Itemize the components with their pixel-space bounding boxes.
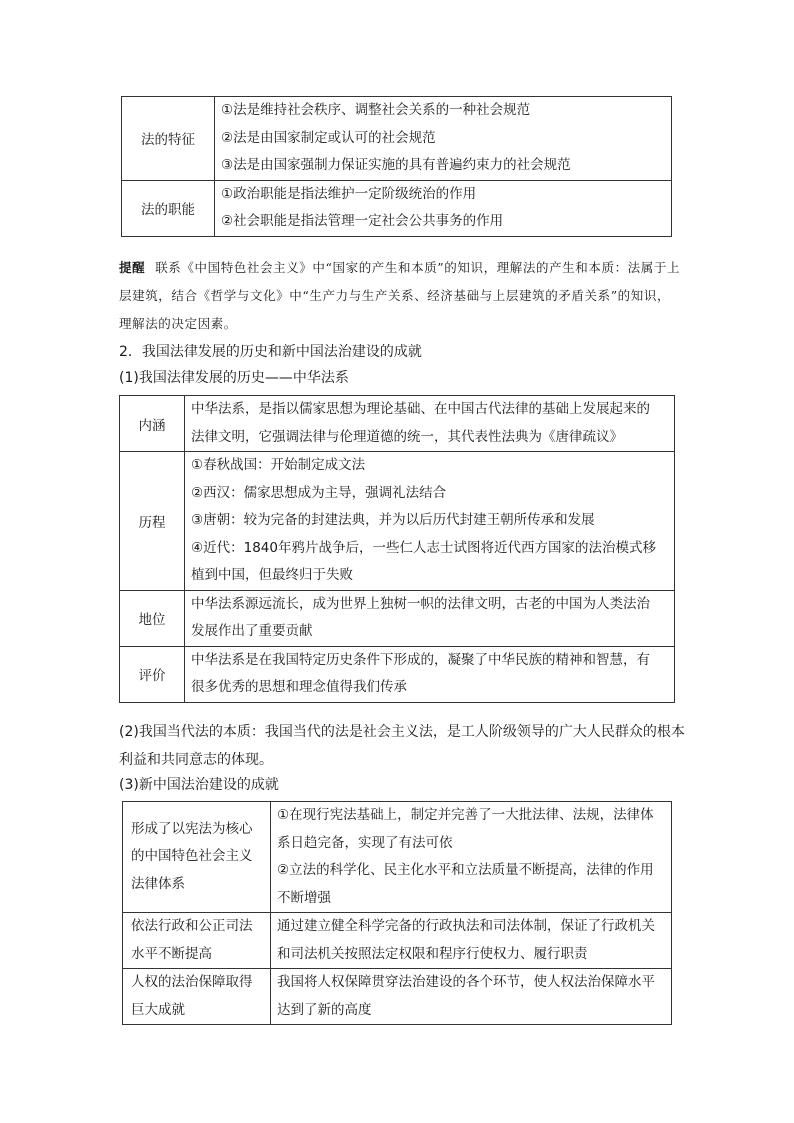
subsection-title: (3)新中国法治建设的成就 — [119, 777, 279, 793]
content-line: ①政治职能是指法维护一定阶级统治的作用 — [221, 185, 477, 202]
row-label: 评价 — [120, 646, 185, 702]
content-line: 中华法系源远流长，成为世界上独树一帜的法律文明，古老的中国为人类法治 — [191, 595, 650, 612]
paragraph-line: (2)我国当代法的本质：我国当代的法是社会主义法，是工人阶级领导的广大人民群众的根本 — [119, 724, 685, 740]
content-line: 和司法机关按照法定权限和程序行使权力、履行职责 — [277, 945, 588, 962]
legal-achievements-table — [122, 801, 672, 1025]
content-line: 法律文明，它强调法律与伦理道德的统一，其代表性法典为《唐律疏议》 — [191, 428, 623, 445]
row-content — [215, 97, 672, 181]
table-row — [120, 590, 675, 646]
row-label: 地位 — [120, 590, 185, 646]
row-content — [185, 590, 675, 646]
row-label — [123, 913, 271, 969]
law-characteristics-table — [121, 96, 672, 237]
label-line: 的中国特色社会主义 — [131, 848, 253, 865]
table-row — [120, 646, 675, 702]
row-content — [185, 646, 675, 702]
subsection-title: (1)我国法律发展的历史——中华法系 — [119, 370, 349, 386]
content-line: 中华法系是在我国特定历史条件下形成的，凝聚了中华民族的精神和智慧，有 — [191, 651, 650, 668]
content-line: 中华法系，是指以儒家思想为理论基础、在中国古代法律的基础上发展起来的 — [191, 401, 650, 417]
row-content — [185, 452, 675, 591]
row-label: 历程 — [120, 452, 185, 591]
row-content — [185, 396, 675, 452]
label-line: 法律体系 — [131, 875, 185, 892]
row-label — [123, 969, 271, 1025]
content-line: 很多优秀的思想和理念值得我们传承 — [191, 679, 407, 695]
content-line: ③法是由国家强制力保证实施的具有普遍约束力的社会规范 — [221, 157, 571, 173]
table-row — [123, 969, 672, 1025]
content-line: 系日趋完备，实现了有法可依 — [277, 834, 453, 851]
tip-paragraph — [119, 254, 681, 338]
content-line: ③唐朝：较为完备的封建法典，并为以后历代封建王朝所传承和发展 — [191, 512, 595, 528]
chinese-legal-system-table — [119, 395, 675, 703]
content-line: ②社会职能是指法管理一定社会公共事务的作用 — [221, 213, 504, 229]
row-label: 法的特征 — [122, 97, 215, 181]
tip-label: 提醒 — [119, 260, 146, 275]
table-row — [122, 97, 672, 181]
row-label: 法的职能 — [122, 180, 215, 236]
row-content — [271, 913, 672, 969]
label-line: 依法行政和公正司法 — [131, 918, 253, 934]
row-content — [271, 969, 672, 1025]
content-line: ①在现行宪法基础上，制定并完善了一大批法律、法规，法律体 — [277, 807, 654, 823]
table-row — [120, 452, 675, 591]
section-title: 2．我国法律发展的历史和新中国法治建设的成就 — [119, 344, 422, 360]
table-row — [123, 802, 672, 913]
content-line: 通过建立健全科学完备的行政执法和司法体制，保证了行政机关 — [277, 918, 655, 934]
content-line: 植到中国，但最终归于失败 — [191, 567, 353, 583]
content-line: ②西汉：儒家思想成为主导，强调礼法结合 — [191, 484, 447, 501]
content-line: ④近代：1840年鸦片战争后，一些仁人志士试图将近代西方国家的法治模式移 — [191, 539, 656, 556]
table-row — [123, 913, 672, 969]
row-content — [271, 802, 672, 913]
paragraph-line: 利益和共同意志的体现。 — [119, 752, 273, 768]
content-line: ②立法的科学化、民主化水平和立法质量不断提高，法律的作用 — [277, 862, 654, 878]
label-line: 人权的法治保障取得 — [131, 974, 253, 990]
content-line: 我国将人权保障贯穿法治建设的各个环节，使人权法治保障水平 — [277, 974, 655, 990]
content-line: 发展作出了重要贡献 — [191, 623, 313, 639]
label-line: 巨大成就 — [131, 1001, 185, 1018]
label-line: 形成了以宪法为核心 — [131, 820, 253, 837]
table-row — [120, 396, 675, 452]
tip-text: 联系《中国特色社会主义》中“国家的产生和本质”的知识，理解法的产生和本质：法属于上层建筑，结合《哲学与文化》中“生产力与生产关系、经济基础与上层建筑的矛盾关系”的知识，理解法的决定因素。 — [119, 260, 681, 331]
table-row — [122, 180, 672, 236]
content-line: ①法是维持社会秩序、调整社会关系的一种社会规范 — [221, 102, 531, 118]
content-line: ②法是由国家制定或认可的社会规范 — [221, 129, 436, 146]
row-content — [215, 180, 672, 236]
label-line: 水平不断提高 — [131, 945, 212, 962]
content-line: 达到了新的高度 — [277, 1001, 372, 1018]
row-label: 内涵 — [120, 396, 185, 452]
content-line: ①春秋战国：开始制定成文法 — [191, 457, 366, 473]
content-line: 不断增强 — [277, 889, 331, 906]
row-label — [123, 802, 271, 913]
